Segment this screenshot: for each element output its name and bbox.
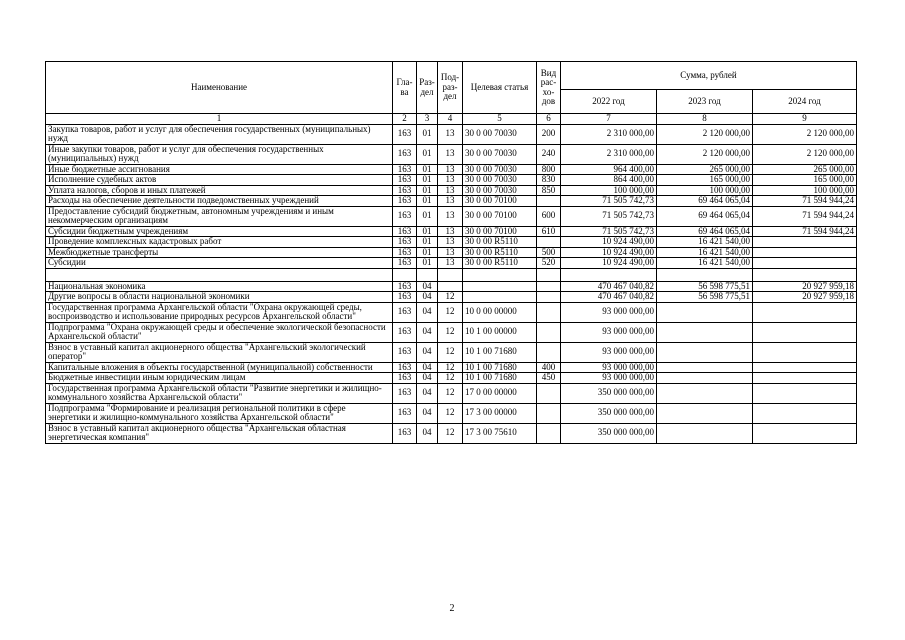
row-sum-2023: 100 000,00 — [657, 185, 753, 196]
header-year-2023: 2023 год — [657, 90, 753, 114]
row-sum-2024 — [753, 383, 857, 403]
row-name: Субсидии бюджетным учреждениям — [46, 226, 393, 237]
row-razdel: 01 — [417, 237, 438, 248]
row-razdel: 04 — [417, 362, 438, 373]
row-sum-2022: 10 924 490,00 — [561, 247, 657, 258]
row-vid-rashodov — [537, 281, 561, 292]
row-vid-rashodov — [537, 196, 561, 207]
row-vid-rashodov: 850 — [537, 185, 561, 196]
row-podrazdel: 12 — [438, 342, 463, 362]
row-razdel: 04 — [417, 423, 438, 443]
row-glava: 163 — [393, 302, 417, 322]
row-sum-2023: 165 000,00 — [657, 175, 753, 186]
row-name: Капитальные вложения в объекты государственной (муниципальной) собственности — [46, 362, 393, 373]
row-sum-2022: 93 000 000,00 — [561, 302, 657, 322]
row-sum-2023: 69 464 065,04 — [657, 226, 753, 237]
row-razdel: 01 — [417, 124, 438, 144]
row-glava: 163 — [393, 342, 417, 362]
column-number-row — [46, 114, 857, 125]
column-number: 5 — [463, 114, 537, 125]
row-sum-2024: 100 000,00 — [753, 185, 857, 196]
row-sum-2024 — [753, 403, 857, 423]
row-vid-rashodov: 800 — [537, 164, 561, 175]
row-razdel: 01 — [417, 226, 438, 237]
row-celevaya-statya: 30 0 00 70030 — [463, 164, 537, 175]
row-celevaya-statya: 30 0 00 R5110 — [463, 247, 537, 258]
row-sum-2024 — [753, 362, 857, 373]
row-sum-2024 — [753, 342, 857, 362]
row-sum-2023 — [657, 373, 753, 384]
row-name: Субсидии — [46, 258, 393, 269]
row-razdel: 04 — [417, 322, 438, 342]
row-name: Взнос в уставный капитал акционерного общества "Архангельский экологический оператор" — [46, 342, 393, 362]
row-sum-2023 — [657, 423, 753, 443]
row-celevaya-statya: 10 0 00 00000 — [463, 302, 537, 322]
row-vid-rashodov: 610 — [537, 226, 561, 237]
row-sum-2023 — [657, 362, 753, 373]
row-sum-2022: 71 505 742,73 — [561, 196, 657, 207]
table-row — [46, 383, 857, 403]
row-celevaya-statya: 30 0 00 70030 — [463, 185, 537, 196]
header-podrazdel: Под-раз-дел — [438, 62, 463, 114]
row-sum-2023: 2 120 000,00 — [657, 144, 753, 164]
table-row — [46, 164, 857, 175]
table-row — [46, 322, 857, 342]
row-sum-2022: 93 000 000,00 — [561, 342, 657, 362]
row-sum-2023: 265 000,00 — [657, 164, 753, 175]
row-name: Государственная программа Архангельской области "Охрана окружающей среды, воспроизводство и использование природных ресурсов Архангельской области" — [46, 302, 393, 322]
row-sum-2022: 964 400,00 — [561, 164, 657, 175]
row-celevaya-statya: 30 0 00 70030 — [463, 175, 537, 186]
table-row — [46, 247, 857, 258]
row-sum-2022: 93 000 000,00 — [561, 362, 657, 373]
row-sum-2022: 2 310 000,00 — [561, 124, 657, 144]
row-sum-2022: 10 924 490,00 — [561, 258, 657, 269]
row-name — [46, 268, 393, 281]
row-razdel: 01 — [417, 247, 438, 258]
row-name: Подпрограмма "Охрана окружающей среды и обеспечение экологической безопасности Архангельской области" — [46, 322, 393, 342]
row-vid-rashodov: 240 — [537, 144, 561, 164]
column-number: 4 — [438, 114, 463, 125]
row-sum-2023 — [657, 268, 753, 281]
row-sum-2023: 2 120 000,00 — [657, 124, 753, 144]
row-glava: 163 — [393, 373, 417, 384]
row-vid-rashodov — [537, 423, 561, 443]
row-name: Проведение комплексных кадастровых работ — [46, 237, 393, 248]
row-sum-2022: 2 310 000,00 — [561, 144, 657, 164]
row-razdel: 04 — [417, 281, 438, 292]
row-podrazdel: 13 — [438, 237, 463, 248]
row-celevaya-statya: 10 1 00 71680 — [463, 373, 537, 384]
table-row — [46, 373, 857, 384]
table-row — [46, 206, 857, 226]
row-celevaya-statya: 17 3 00 00000 — [463, 403, 537, 423]
row-glava: 163 — [393, 206, 417, 226]
row-vid-rashodov — [537, 292, 561, 303]
row-glava: 163 — [393, 322, 417, 342]
row-sum-2023 — [657, 342, 753, 362]
row-vid-rashodov: 500 — [537, 247, 561, 258]
row-podrazdel: 13 — [438, 164, 463, 175]
column-number: 1 — [46, 114, 393, 125]
row-sum-2024 — [753, 373, 857, 384]
row-podrazdel: 13 — [438, 258, 463, 269]
row-glava: 163 — [393, 258, 417, 269]
row-podrazdel: 12 — [438, 423, 463, 443]
row-sum-2023: 69 464 065,04 — [657, 206, 753, 226]
row-name: Иные закупки товаров, работ и услуг для обеспечения государственных (муниципальных) нужд — [46, 144, 393, 164]
row-sum-2022: 470 467 040,82 — [561, 292, 657, 303]
table-row — [46, 124, 857, 144]
table-row — [46, 423, 857, 443]
row-razdel: 04 — [417, 403, 438, 423]
row-name: Взнос в уставный капитал акционерного общества "Архангельская областная энергетическая компания" — [46, 423, 393, 443]
row-sum-2022: 470 467 040,82 — [561, 281, 657, 292]
row-celevaya-statya: 30 0 00 R5110 — [463, 258, 537, 269]
row-sum-2023: 16 421 540,00 — [657, 258, 753, 269]
table-row — [46, 342, 857, 362]
row-podrazdel: 13 — [438, 124, 463, 144]
table-row — [46, 226, 857, 237]
row-razdel: 01 — [417, 175, 438, 186]
row-sum-2024: 71 594 944,24 — [753, 196, 857, 207]
header-year-2022: 2022 год — [561, 90, 657, 114]
row-sum-2024 — [753, 268, 857, 281]
row-celevaya-statya: 30 0 00 R5110 — [463, 237, 537, 248]
table-row — [46, 268, 857, 281]
table-header-row — [46, 62, 857, 90]
row-vid-rashodov — [537, 322, 561, 342]
row-vid-rashodov — [537, 383, 561, 403]
row-sum-2022: 350 000 000,00 — [561, 423, 657, 443]
row-sum-2023: 56 598 775,51 — [657, 281, 753, 292]
row-podrazdel: 13 — [438, 144, 463, 164]
row-name: Национальная экономика — [46, 281, 393, 292]
row-glava: 163 — [393, 196, 417, 207]
row-glava: 163 — [393, 383, 417, 403]
row-podrazdel — [438, 281, 463, 292]
row-celevaya-statya: 17 0 00 00000 — [463, 383, 537, 403]
row-celevaya-statya: 10 1 00 71680 — [463, 342, 537, 362]
row-podrazdel: 13 — [438, 196, 463, 207]
row-razdel: 04 — [417, 342, 438, 362]
row-razdel: 04 — [417, 383, 438, 403]
header-summa: Сумма, рублей — [561, 62, 857, 90]
row-podrazdel: 13 — [438, 185, 463, 196]
row-glava: 163 — [393, 247, 417, 258]
table-row — [46, 292, 857, 303]
row-glava: 163 — [393, 124, 417, 144]
row-sum-2022: 100 000,00 — [561, 185, 657, 196]
row-name: Государственная программа Архангельской области "Развитие энергетики и жилищно-коммунального хозяйства Архангельской области" — [46, 383, 393, 403]
row-glava: 163 — [393, 292, 417, 303]
row-vid-rashodov: 520 — [537, 258, 561, 269]
header-celevaya-statya: Целевая статья — [463, 62, 537, 114]
row-sum-2024: 2 120 000,00 — [753, 144, 857, 164]
row-podrazdel — [438, 268, 463, 281]
column-number: 7 — [561, 114, 657, 125]
table-row — [46, 237, 857, 248]
row-celevaya-statya — [463, 268, 537, 281]
row-razdel: 04 — [417, 292, 438, 303]
row-glava: 163 — [393, 403, 417, 423]
row-sum-2024 — [753, 423, 857, 443]
row-celevaya-statya: 30 0 00 70100 — [463, 196, 537, 207]
row-celevaya-statya: 10 1 00 71680 — [463, 362, 537, 373]
row-razdel: 01 — [417, 164, 438, 175]
row-vid-rashodov — [537, 403, 561, 423]
row-podrazdel: 12 — [438, 403, 463, 423]
row-glava: 163 — [393, 362, 417, 373]
row-vid-rashodov — [537, 342, 561, 362]
header-year-2024: 2024 год — [753, 90, 857, 114]
row-celevaya-statya: 30 0 00 70100 — [463, 206, 537, 226]
row-sum-2022: 10 924 490,00 — [561, 237, 657, 248]
row-sum-2023 — [657, 383, 753, 403]
row-sum-2022: 350 000 000,00 — [561, 403, 657, 423]
row-podrazdel: 12 — [438, 292, 463, 303]
row-sum-2023: 69 464 065,04 — [657, 196, 753, 207]
row-celevaya-statya: 30 0 00 70100 — [463, 226, 537, 237]
row-celevaya-statya: 30 0 00 70030 — [463, 144, 537, 164]
row-sum-2024: 20 927 959,18 — [753, 292, 857, 303]
row-celevaya-statya — [463, 292, 537, 303]
row-sum-2022: 93 000 000,00 — [561, 373, 657, 384]
row-sum-2024: 2 120 000,00 — [753, 124, 857, 144]
row-razdel: 01 — [417, 196, 438, 207]
row-razdel: 01 — [417, 206, 438, 226]
row-vid-rashodov: 200 — [537, 124, 561, 144]
row-sum-2024: 20 927 959,18 — [753, 281, 857, 292]
row-name: Расходы на обеспечение деятельности подведомственных учреждений — [46, 196, 393, 207]
row-razdel — [417, 268, 438, 281]
row-sum-2024: 71 594 944,24 — [753, 206, 857, 226]
row-sum-2022: 864 400,00 — [561, 175, 657, 186]
row-podrazdel: 13 — [438, 206, 463, 226]
row-sum-2024 — [753, 247, 857, 258]
header-razdel: Раз-дел — [417, 62, 438, 114]
row-podrazdel: 12 — [438, 362, 463, 373]
row-celevaya-statya: 30 0 00 70030 — [463, 124, 537, 144]
column-number: 9 — [753, 114, 857, 125]
row-sum-2024: 265 000,00 — [753, 164, 857, 175]
row-name: Другие вопросы в области национальной экономики — [46, 292, 393, 303]
row-sum-2024 — [753, 322, 857, 342]
row-glava: 163 — [393, 423, 417, 443]
row-name: Закупка товаров, работ и услуг для обеспечения государственных (муниципальных) нужд — [46, 124, 393, 144]
row-sum-2024 — [753, 302, 857, 322]
row-sum-2024: 165 000,00 — [753, 175, 857, 186]
row-celevaya-statya: 10 1 00 00000 — [463, 322, 537, 342]
row-name: Бюджетные инвестиции иным юридическим лицам — [46, 373, 393, 384]
table-row — [46, 196, 857, 207]
row-vid-rashodov — [537, 237, 561, 248]
row-razdel: 04 — [417, 373, 438, 384]
row-sum-2024: 71 594 944,24 — [753, 226, 857, 237]
row-sum-2023 — [657, 302, 753, 322]
row-glava: 163 — [393, 164, 417, 175]
row-glava: 163 — [393, 144, 417, 164]
row-podrazdel: 13 — [438, 226, 463, 237]
row-sum-2022: 71 505 742,73 — [561, 226, 657, 237]
row-vid-rashodov — [537, 302, 561, 322]
row-razdel: 01 — [417, 185, 438, 196]
row-glava: 163 — [393, 185, 417, 196]
table-body — [46, 124, 857, 443]
row-sum-2023 — [657, 322, 753, 342]
row-sum-2023: 16 421 540,00 — [657, 247, 753, 258]
row-name: Уплата налогов, сборов и иных платежей — [46, 185, 393, 196]
row-name: Исполнение судебных актов — [46, 175, 393, 186]
row-sum-2023 — [657, 403, 753, 423]
row-vid-rashodov: 600 — [537, 206, 561, 226]
table-row — [46, 185, 857, 196]
table-row — [46, 258, 857, 269]
table-row — [46, 144, 857, 164]
row-vid-rashodov — [537, 268, 561, 281]
row-vid-rashodov: 400 — [537, 362, 561, 373]
column-number: 3 — [417, 114, 438, 125]
row-sum-2022: 350 000 000,00 — [561, 383, 657, 403]
page-number: 2 — [449, 603, 455, 614]
column-number: 2 — [393, 114, 417, 125]
row-name: Предоставление субсидий бюджетным, автономным учреждениям и иным некоммерческим организациям — [46, 206, 393, 226]
row-podrazdel: 13 — [438, 247, 463, 258]
row-vid-rashodov: 830 — [537, 175, 561, 186]
row-sum-2024 — [753, 237, 857, 248]
row-razdel: 01 — [417, 144, 438, 164]
row-razdel: 04 — [417, 302, 438, 322]
row-vid-rashodov: 450 — [537, 373, 561, 384]
column-number: 8 — [657, 114, 753, 125]
row-sum-2023: 56 598 775,51 — [657, 292, 753, 303]
row-podrazdel: 12 — [438, 302, 463, 322]
row-glava: 163 — [393, 281, 417, 292]
row-name: Подпрограмма "Формирование и реализация региональной политики в сфере энергетики и жилищно-коммунального хозяйства Архангельской области" — [46, 403, 393, 423]
header-name: Наименование — [46, 62, 393, 114]
table-row — [46, 302, 857, 322]
row-glava: 163 — [393, 237, 417, 248]
row-celevaya-statya — [463, 281, 537, 292]
table-row — [46, 403, 857, 423]
row-celevaya-statya: 17 3 00 75610 — [463, 423, 537, 443]
header-vid-rashodov: Вид рас-хо-дов — [537, 62, 561, 114]
row-name: Иные бюджетные ассигнования — [46, 164, 393, 175]
row-podrazdel: 12 — [438, 322, 463, 342]
table-row — [46, 175, 857, 186]
row-glava — [393, 268, 417, 281]
table-row — [46, 362, 857, 373]
header-glava: Гла-ва — [393, 62, 417, 114]
row-sum-2023: 16 421 540,00 — [657, 237, 753, 248]
budget-table — [45, 61, 857, 444]
row-sum-2022: 93 000 000,00 — [561, 322, 657, 342]
column-number: 6 — [537, 114, 561, 125]
row-glava: 163 — [393, 226, 417, 237]
row-podrazdel: 13 — [438, 175, 463, 186]
row-razdel: 01 — [417, 258, 438, 269]
row-sum-2022: 71 505 742,73 — [561, 206, 657, 226]
table-row — [46, 281, 857, 292]
row-podrazdel: 12 — [438, 383, 463, 403]
row-podrazdel: 12 — [438, 373, 463, 384]
row-sum-2022 — [561, 268, 657, 281]
row-sum-2024 — [753, 258, 857, 269]
row-glava: 163 — [393, 175, 417, 186]
row-name: Межбюджетные трансферты — [46, 247, 393, 258]
